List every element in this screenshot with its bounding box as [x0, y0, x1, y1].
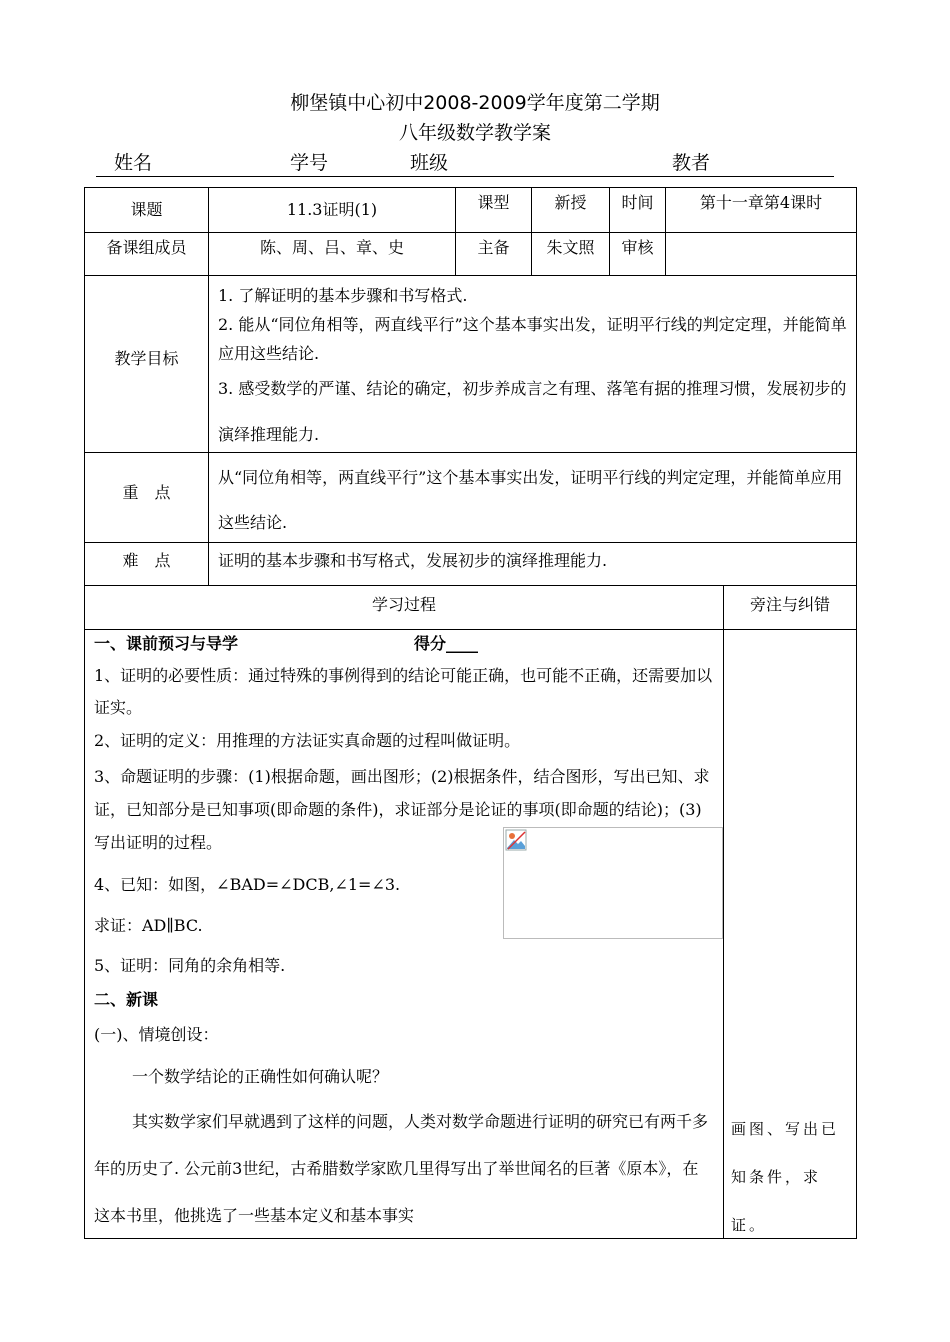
- topic-value: 11.3证明(1): [286, 200, 378, 219]
- group-value: 陈、周、吕、章、史: [259, 238, 404, 257]
- goal-item: 3. 感受数学的严谨、结论的确定，初步养成言之有理、落笔有据的推理习惯，发展初步的演绎推理能力.: [218, 379, 847, 444]
- key-point-text: 从“同位角相等，两直线平行”这个基本事实出发，证明平行线的判定定理，并能简单应用这些结论.: [218, 468, 843, 532]
- score-field: 得分____: [414, 634, 479, 653]
- paragraph-necessity: 1、证明的必要性质：通过特殊的事例得到的结论可能正确，也可能不正确，还需要加以证实。: [94, 666, 713, 717]
- section-preview-title: 一、课前预习与导学 得分____: [94, 631, 714, 657]
- side-note: 画图、写出已知条件，求证。: [731, 1120, 840, 1234]
- paragraph-history: 其实数学家们早就遇到了这样的问题，人类对数学命题进行证明的研究已有两千多年的历史了. 公元前3世纪，古希腊数学家欧几里得写出了举世闻名的巨著《原本》，在这本书里，他挑选了一些基本定义和基本事实: [94, 1112, 709, 1225]
- topic-label: 课题: [130, 200, 163, 219]
- key-point-label: 重 点: [122, 483, 171, 502]
- student-id-label: 学号: [290, 152, 329, 174]
- paragraph-given: 4、已知：如图，∠BAD=∠DCB,∠1=∠3.: [94, 875, 401, 894]
- time-label: 时间: [621, 193, 654, 212]
- time-value: 第十一章第4课时: [699, 193, 823, 212]
- goal-item: 2. 能从“同位角相等，两直线平行”这个基本事实出发，证明平行线的判定定理，并能简单应用这些结论.: [218, 315, 847, 363]
- broken-image-icon: [505, 829, 527, 851]
- process-header: 学习过程: [371, 595, 436, 614]
- subsection-scenario-title: (一)、情境创设：: [94, 1025, 219, 1044]
- teacher-label: 教者: [672, 152, 711, 174]
- difficulty-text: 证明的基本步骤和书写格式，发展初步的演绎推理能力.: [218, 551, 608, 570]
- review-label: 审核: [621, 238, 654, 257]
- student-info-row: [96, 146, 834, 177]
- section-new-lesson-title: 二、新课: [94, 990, 159, 1009]
- paragraph-question: 一个数学结论的正确性如何确认呢？: [132, 1067, 389, 1086]
- document-subtitle: 八年级数学教学案: [398, 122, 551, 144]
- paragraph-definition: 2、证明的定义：用推理的方法证实真命题的过程叫做证明。: [94, 731, 521, 750]
- paragraph-steps: 3、命题证明的步骤：(1)根据命题，画出图形；(2)根据条件，结合图形，写出已知、求证，已知部分是已知事项(即命题的条件)，求证部分是论证的事项(即命题的结论)；(3)写出证明的过程。: [94, 767, 710, 852]
- lead-value: 朱文照: [546, 238, 595, 257]
- name-label: 姓名: [114, 152, 153, 174]
- goal-item: 1. 了解证明的基本步骤和书写格式.: [218, 286, 468, 305]
- class-label: 班级: [410, 152, 449, 174]
- difficulty-label: 难 点: [122, 551, 171, 570]
- goals-label: 教学目标: [114, 349, 179, 368]
- lesson-type-value: 新授: [554, 193, 587, 212]
- document-title: 柳堡镇中心初中2008-2009学年度第二学期: [290, 92, 660, 114]
- lead-label: 主备: [477, 238, 510, 257]
- paragraph-prove: 求证：AD∥BC.: [94, 916, 203, 935]
- paragraph-complement: 5、证明：同角的余角相等.: [94, 956, 286, 975]
- group-label: 备课组成员: [106, 238, 187, 257]
- lesson-type-label: 课型: [477, 193, 510, 212]
- notes-header: 旁注与纠错: [749, 595, 830, 614]
